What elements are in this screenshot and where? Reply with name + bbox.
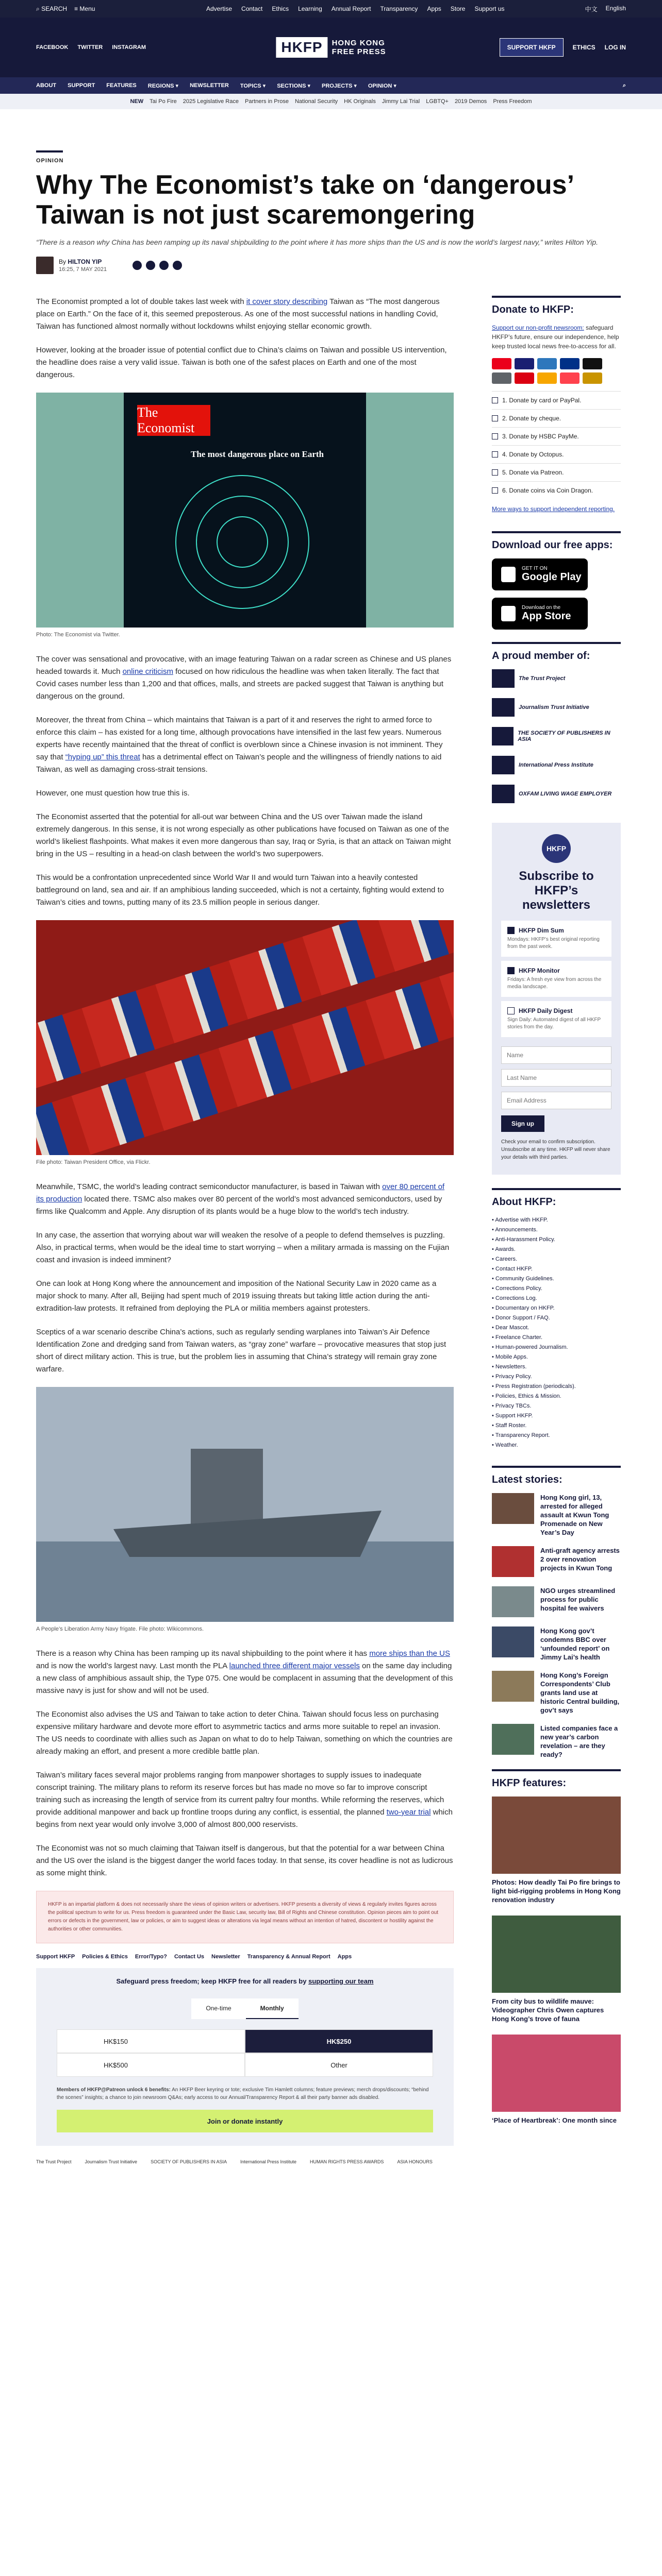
top-link-transparency[interactable]: Transparency	[380, 5, 418, 12]
menu-label: Menu	[79, 5, 95, 12]
proud-heading: A proud member of:	[492, 642, 621, 662]
about-link[interactable]: • Privacy Policy.	[492, 1372, 621, 1382]
newsletter-name: HKFP Daily Digest	[519, 1007, 573, 1014]
trending-item[interactable]: Press Freedom	[493, 98, 532, 105]
paragraph	[36, 653, 454, 703]
about-link[interactable]: • Corrections Log.	[492, 1294, 621, 1303]
donate-box-title	[36, 1977, 454, 1985]
frigate-image	[36, 1387, 454, 1622]
nav-opinion[interactable]: OPINION ▾	[368, 82, 396, 89]
hkfp-logo[interactable]	[276, 37, 386, 58]
about-link[interactable]: • Anti-Harassment Policy.	[492, 1235, 621, 1245]
text: Moreover, the threat from China – which maintains that Taiwan is a part of it and reserves the right to armed force to enforce this claim – has existed for a long time, although provocations have intensified in the last few years. Numerous experts have recently maintained that the threat of conflict is overblown since a Chinese invasion is not imminent. They say that	[36, 716, 443, 761]
option-radio	[492, 433, 498, 439]
about-link[interactable]: • Staff Roster.	[492, 1421, 621, 1431]
latest-heading: Latest stories:	[492, 1466, 621, 1486]
login-link[interactable]: LOG IN	[604, 44, 626, 51]
feature-story[interactable]	[492, 2035, 621, 2125]
paragraph: The Economist asserted that the potential for all-out war between China and the US over Taiwan made the island extremely dangerous. In this sense, it is not wrong especially as other publications have focused on Taiwan as one of the world’s likeliest flashpoints. What makes it even more dangerous than say, Iraq or Syria, is that an attack on Taiwan might bring in the US – resulting in a head-on clash between the world’s two superpowers.	[36, 812, 451, 858]
share-twitter-icon[interactable]	[146, 261, 155, 270]
about-heading: About HKFP:	[492, 1188, 621, 1208]
frequency-toggle	[36, 1998, 454, 2019]
taiwan-flags-image	[36, 920, 454, 1155]
support-hkfp-button[interactable]: SUPPORT HKFP	[500, 38, 564, 57]
footer-link[interactable]: Support HKFP	[36, 1954, 75, 1960]
nav-about[interactable]: ABOUT	[36, 82, 57, 89]
author-line	[59, 258, 107, 265]
text: An HKFP Beer keyring or tote; exclusive Tim Hamlett columns; feature previews; merch drops/discounts; “behind the scenes” insights; a chance to join newsroom Q&As; early access to our Annual/Transparency Report & all their party banner ads disabled.	[57, 2087, 429, 2100]
option-label: 1. Donate by card or PayPal.	[502, 397, 582, 404]
amount-option[interactable]: HK$150	[57, 2029, 245, 2053]
trending-item[interactable]: Tai Po Fire	[150, 98, 177, 105]
kicker[interactable]: OPINION	[36, 158, 64, 164]
logo-line-1: HONG KONG	[332, 39, 385, 47]
member-org[interactable]	[492, 698, 621, 717]
about-link[interactable]: • Press Registration (periodicals).	[492, 1382, 621, 1392]
newsletter-name: HKFP Monitor	[519, 967, 560, 974]
latest-story[interactable]	[492, 1493, 621, 1537]
about-link[interactable]: • Corrections Policy.	[492, 1284, 621, 1294]
content-columns	[0, 274, 662, 2164]
story-thumbnail	[492, 1546, 534, 1577]
about-link[interactable]: • Policies, Ethics & Mission.	[492, 1392, 621, 1401]
logo-text	[332, 39, 386, 56]
partner-logo: Journalism Trust Initiative	[85, 2159, 138, 2164]
about-link[interactable]: • Advertise with HKFP.	[492, 1215, 621, 1225]
partner-logo: ASIA HONOURS	[397, 2159, 433, 2164]
option-label: 4. Donate by Octopus.	[502, 451, 564, 458]
visa-icon	[515, 358, 534, 369]
last-name-input[interactable]	[501, 1069, 611, 1087]
about-links	[492, 1215, 621, 1450]
donate-option[interactable]	[492, 427, 621, 445]
article-body	[36, 296, 454, 2164]
option-radio	[492, 415, 498, 421]
about-link[interactable]: • Community Guidelines.	[492, 1274, 621, 1284]
signup-note: Check your email to confirm subscription. Unsubscribe at any time. HKFP will never share your details with third parties.	[501, 1139, 610, 1160]
social-links	[36, 44, 146, 50]
apple-small: Download on the	[522, 605, 561, 611]
about-link[interactable]: • Donor Support / FAQ.	[492, 1313, 621, 1323]
payme-icon	[515, 372, 534, 384]
partner-logo: HUMAN RIGHTS PRESS AWARDS	[310, 2159, 384, 2164]
about-link[interactable]: • Human-powered Journalism.	[492, 1343, 621, 1352]
text: has a detrimental effect on Taiwan’s people and the willingness of friendly nations to aid Taiwan, as well as damaging cross-strait tensions.	[36, 753, 442, 774]
email-input[interactable]	[501, 1092, 611, 1109]
top-link-ethics[interactable]: Ethics	[272, 5, 289, 12]
trending-bar	[0, 94, 662, 109]
twitter-link[interactable]: TWITTER	[77, 44, 103, 50]
latest-story[interactable]	[492, 1671, 621, 1715]
paypal-icon	[560, 358, 580, 369]
google-small: GET IT ON	[522, 566, 548, 571]
mastercard-icon	[492, 358, 511, 369]
trending-item[interactable]: Partners in Prose	[244, 98, 289, 105]
top-link-contact[interactable]: Contact	[241, 5, 263, 12]
nav-newsletter[interactable]: NEWSLETTER	[190, 82, 229, 89]
org-name: International Press Institute	[519, 762, 593, 768]
top-link-annual-report[interactable]: Annual Report	[331, 5, 371, 12]
masthead	[0, 18, 662, 77]
google-play-button[interactable]	[492, 558, 588, 590]
text: Meanwhile, TSMC, the world’s leading contract semiconductor manufacturer, is based in Taiwan with	[36, 1182, 383, 1191]
google-big: Google Play	[522, 571, 582, 583]
about-link[interactable]: • Careers.	[492, 1255, 621, 1264]
cover-headline: The most dangerous place on Earth	[191, 449, 324, 459]
article-footer-links	[36, 1954, 454, 1960]
economist-logo: The Economist	[137, 405, 210, 436]
text: Safeguard press freedom; keep HKFP free for all readers by	[116, 1977, 309, 1985]
share-email-icon[interactable]	[173, 261, 182, 270]
cover-art	[124, 393, 366, 628]
latest-story[interactable]	[492, 1546, 621, 1577]
newsletter-desc: Mondays: HKFP’s best original reporting from the past week.	[507, 937, 600, 950]
org-logo	[492, 785, 515, 803]
apps-heading: Download our free apps:	[492, 531, 621, 551]
donate-option[interactable]	[492, 409, 621, 427]
story-thumbnail	[492, 1724, 534, 1755]
donate-option[interactable]	[492, 391, 621, 409]
ship-tower	[191, 1449, 263, 1526]
economist-cover-image	[36, 393, 454, 628]
option-label: 6. Donate coins via Coin Dragon.	[502, 487, 593, 494]
inline-link[interactable]: “hyping up” this threat	[65, 753, 140, 761]
option-radio	[492, 487, 498, 494]
newsletter-option[interactable]	[501, 921, 611, 957]
share-facebook-icon[interactable]	[133, 261, 142, 270]
donate-intro	[492, 323, 621, 351]
by-prefix: By	[59, 258, 67, 265]
photo-caption: File photo: Taiwan President Office, via Flickr.	[36, 1159, 151, 1165]
paragraph	[36, 1181, 454, 1218]
nav-features[interactable]: FEATURES	[106, 82, 137, 89]
paragraph: The Economist also advises the US and Taiwan to take action to deter China. Taiwan should focus less on purchasing expensive military hardware and devote more effort to asymmetric tactics and arms more suitable to repel an invasion. The US needs to coordinate with allies such as Japan on what to do to help Taiwan, something on which the countries are already making an effort, and present a more credible battle plan.	[36, 1710, 453, 1756]
nav-projects[interactable]: PROJECTS ▾	[322, 82, 357, 89]
article-header	[0, 109, 662, 274]
trending-item[interactable]: Jimmy Lai Trial	[382, 98, 420, 105]
about-link[interactable]: • Mobile Apps.	[492, 1352, 621, 1362]
story-headline: Hong Kong gov’t condemns BBC over ‘unfounded report’ on Jimmy Lai’s health	[540, 1627, 610, 1661]
member-org[interactable]	[492, 727, 621, 745]
org-logo	[492, 727, 514, 745]
latest-story[interactable]	[492, 1626, 621, 1662]
apple-pay-icon	[583, 358, 602, 369]
partner-logo: International Press Institute	[240, 2159, 297, 2164]
nav-support[interactable]: SUPPORT	[68, 82, 95, 89]
opinion-disclaimer: HKFP is an impartial platform & does not necessarily share the views of opinion writers or advertisers. HKFP presents a diversity of views & regularly invites figures across the political spectrum to write for us. Press freedom is guaranteed under the Basic Law, security law, Bill of Rights and Chinese constitution. Opinion pieces aim to point out errors or defects in the government, law or policies, or aim to suggest ideas or alterations via legal means without an intention of hatred, discontent or hostility against the authorities or other communities.	[36, 1891, 454, 1943]
inline-link[interactable]: more ships than the US	[369, 1649, 450, 1658]
org-logo	[492, 698, 515, 717]
inline-link[interactable]: it cover story describing	[246, 297, 328, 306]
paragraph	[36, 296, 454, 333]
standfirst: “There is a reason why China has been ramping up its naval shipbuilding to the point where it has more ships than the US and is now the world’s largest navy,” writes Hilton Yip.	[36, 238, 598, 246]
story-headline: Listed companies face a new year’s carbon revelation – are they ready?	[540, 1724, 618, 1758]
org-name: THE SOCIETY OF PUBLISHERS IN ASIA	[518, 730, 610, 742]
feature-image	[492, 1916, 621, 1993]
newsletter-option[interactable]	[501, 1001, 611, 1037]
option-label: 2. Donate by cheque.	[502, 415, 561, 422]
option-label: 3. Donate by HSBC PayMe.	[502, 433, 579, 440]
paragraph: However, one must question how true this is.	[36, 789, 190, 798]
feature-headline: ‘Place of Heartbreak’: One month since	[492, 2116, 617, 2124]
about-link[interactable]: • Documentary on HKFP.	[492, 1303, 621, 1313]
logo-box: HKFP	[276, 37, 327, 58]
text: and is now the world’s largest navy. Last month the PLA	[36, 1662, 229, 1670]
search-icon[interactable]: ⌕	[622, 82, 626, 89]
text: Taiwan as “The most dangerous place on Earth.” On the face of it, this seemed preposterous. As one of the most successful nations in handling Covid, Taiwan has functioned almost normally without lockdowns whilst enjoying stellar economic growth.	[36, 297, 440, 331]
lang-chinese[interactable]: 中文	[585, 5, 598, 13]
about-link[interactable]: • Privacy TBCs.	[492, 1401, 621, 1411]
feature-image	[492, 2035, 621, 2112]
share-whatsapp-icon[interactable]	[159, 261, 169, 270]
freq-one-time[interactable]: One-time	[191, 1998, 245, 2019]
octopus-icon	[537, 372, 557, 384]
partner-logos	[36, 2159, 454, 2164]
main-nav	[0, 77, 662, 94]
story-thumbnail	[492, 1586, 534, 1617]
option-label: 5. Donate via Patreon.	[502, 469, 564, 476]
org-logo	[492, 669, 515, 688]
paragraph: One can look at Hong Kong where the announcement and imposition of the National Security Law in 2020 came as a major shock to many. After all, Beijing had spent much of 2019 issuing threats but taking little action during the anti-extradition-law protests. It refrained from deploying the PLA or militia members against protesters.	[36, 1279, 437, 1313]
newsletter-desc: Fridays: A fresh eye view from across the media landscape.	[507, 977, 602, 990]
trending-item[interactable]: HK Originals	[344, 98, 376, 105]
org-name: OXFAM LIVING WAGE EMPLOYER	[519, 791, 612, 797]
radar-ring	[217, 516, 268, 568]
features-heading: HKFP features:	[492, 1769, 621, 1789]
first-name-input[interactable]	[501, 1046, 611, 1064]
member-org[interactable]	[492, 785, 621, 803]
photo-flags	[36, 920, 454, 1165]
lang-english[interactable]: English	[605, 4, 626, 12]
freq-monthly[interactable]: Monthly	[246, 1998, 299, 2019]
footer-link[interactable]: Policies & Ethics	[82, 1954, 128, 1960]
inline-link[interactable]: launched three different major vessels	[229, 1662, 360, 1670]
partner-logo: The Trust Project	[36, 2159, 72, 2164]
feature-story[interactable]	[492, 1797, 621, 1904]
org-name: Journalism Trust Initiative	[519, 704, 589, 710]
byline	[36, 257, 626, 274]
story-headline: NGO urges streamlined process for public hospital fee waivers	[540, 1587, 616, 1612]
nav-sections[interactable]: SECTIONS ▾	[277, 82, 310, 89]
trending-new-label: NEW	[130, 98, 144, 105]
donate-option[interactable]	[492, 463, 621, 481]
about-link[interactable]: • Support HKFP.	[492, 1411, 621, 1421]
org-name: The Trust Project	[519, 675, 566, 682]
membership-logos	[492, 669, 621, 803]
story-thumbnail	[492, 1626, 534, 1657]
kicker-rule	[36, 150, 63, 152]
google-play-icon	[501, 567, 516, 582]
text: The cover was sensational and provocative, with an image featuring Taiwan on a radar screen as Chinese and US planes headed towards it. Much	[36, 655, 452, 676]
checkbox[interactable]	[507, 1007, 515, 1014]
text: The Economist prompted a lot of double takes last week with	[36, 297, 246, 306]
about-link[interactable]: • Announcements.	[492, 1225, 621, 1235]
partner-logo: SOCIETY OF PUBLISHERS IN ASIA	[151, 2159, 227, 2164]
text: on the same day including a new class of amphibious assault ship, the Type 075. One would be complacent in assuming that the development of this massive navy is just for show and will not be used.	[36, 1662, 453, 1695]
paragraph: However, looking at the broader issue of potential conflict due to China’s claims on Taiwan and possible US intervention, the headline does raise a very valid issue. Taiwan is both one of the safest places on Earth and one of the most dangerous.	[36, 346, 447, 379]
donate-option[interactable]	[492, 445, 621, 463]
option-radio	[492, 451, 498, 457]
photo-economist-cover	[36, 393, 454, 638]
feature-image	[492, 1797, 621, 1874]
amount-option[interactable]: HK$500	[57, 2053, 245, 2077]
share-buttons	[133, 261, 182, 270]
donate-option[interactable]	[492, 481, 621, 499]
text: focused on how ridiculous the headline was when taken literally. The fact that Covid cases number less than 1,200 and that offices, malls, and streets are packed suggest that Taiwan is anything but dangerous on the ground.	[36, 667, 443, 701]
trending-item[interactable]: LGBTQ+	[426, 98, 449, 105]
option-radio	[492, 397, 498, 403]
footer-link[interactable]: Contact Us	[174, 1954, 205, 1960]
text: located there. TSMC also makes over 80 percent of the world’s most advanced semiconductors, used by firms like Qualcomm and Apple. Any disruption of its plants would be a huge blow to the world’s tech industry.	[36, 1195, 442, 1216]
author-avatar	[36, 257, 54, 274]
nav-topics[interactable]: TOPICS ▾	[240, 82, 266, 89]
publish-date: 16:25, 7 MAY 2021	[59, 266, 107, 273]
story-headline: Hong Kong girl, 13, arrested for alleged assault at Kwun Tong Promenade on New Year’s Day	[540, 1494, 609, 1536]
top-link-store[interactable]: Store	[450, 5, 466, 12]
top-link-advertise[interactable]: Advertise	[206, 5, 233, 12]
newsletter-name: HKFP Dim Sum	[519, 927, 564, 934]
trending-item[interactable]: 2019 Demos	[454, 98, 487, 105]
footer-link[interactable]: Transparency & Annual Report	[247, 1954, 330, 1960]
nonprofit-link[interactable]: Support our non-profit newsroom:	[492, 324, 584, 331]
inline-link[interactable]: online criticism	[122, 667, 173, 676]
trending-item[interactable]: 2025 Legislative Race	[183, 98, 239, 105]
footer-link[interactable]: Newsletter	[211, 1954, 240, 1960]
paragraph: Sceptics of a war scenario describe China’s actions, such as regularly sending warplanes into Taiwan’s Air Defence Identification Zone and dredging sand from Taiwan waters, as “gray zone” warfare – provocative measures that stop just short of direct military action. This is true, but the problem lies in assuming that China’s strategy will remain gray zone warfare.	[36, 1328, 446, 1374]
newsletter-desc: Sign Daily: Automated digest of all HKFP stories from the day.	[507, 1017, 601, 1030]
payment-methods	[492, 358, 621, 384]
footer-link[interactable]: Apps	[337, 1954, 352, 1960]
trending-item[interactable]: National Security	[294, 98, 338, 105]
member-org[interactable]	[492, 669, 621, 688]
top-links	[206, 5, 505, 12]
nav-regions[interactable]: REGIONS ▾	[147, 82, 179, 89]
latest-story[interactable]	[492, 1724, 621, 1759]
join-donate-button[interactable]: Join or donate instantly	[57, 2110, 433, 2132]
feature-headline: Photos: How deadly Tai Po fire brings to light bid-rigging problems in Hong Kong renovation industry	[492, 1878, 621, 1904]
about-link[interactable]: • Dear Mascot.	[492, 1323, 621, 1333]
google-pay-icon	[492, 372, 511, 384]
newsletter-title: Subscribe to HKFP’s newsletters	[519, 869, 594, 912]
inline-link[interactable]: two-year trial	[386, 1808, 431, 1817]
amount-options	[57, 2029, 433, 2077]
donate-box	[36, 1968, 454, 2146]
paragraph	[36, 1769, 454, 1831]
story-thumbnail	[492, 1493, 534, 1524]
photo-caption: Photo: The Economist via Twitter.	[36, 632, 120, 638]
newsletter-option[interactable]	[501, 961, 611, 997]
footer-link[interactable]: Error/Typo?	[135, 1954, 167, 1960]
text: Taiwan’s military faces several major problems ranging from manpower shortages to supply issues to inadequate conscript training. The military plans to reform its reserve forces but has made no move so far to improve conscript training such as increasing the length of service from its current paltry four months. While reforming the reserves, which provide additional manpower and back up frontline troops during any conflict, is essential, the planned	[36, 1771, 444, 1817]
about-link[interactable]: • Newsletters.	[492, 1362, 621, 1372]
photo-caption: A People’s Liberation Army Navy frigate. File photo: Wikicommons.	[36, 1626, 204, 1632]
checkbox-checked[interactable]	[507, 967, 515, 974]
members-heading: Members of HKFP@Patreon unlock 6 benefits:	[57, 2087, 171, 2093]
top-link-learning[interactable]: Learning	[298, 5, 322, 12]
about-link[interactable]: • Transparency Report.	[492, 1431, 621, 1440]
about-link[interactable]: • Freelance Charter.	[492, 1333, 621, 1343]
about-link[interactable]: • Contact HKFP.	[492, 1264, 621, 1274]
more-ways-link[interactable]: More ways to support independent reporting.	[492, 505, 615, 513]
org-logo	[492, 756, 515, 774]
signup-button[interactable]: Sign up	[501, 1115, 544, 1132]
about-link[interactable]: • Weather.	[492, 1440, 621, 1450]
hkfp-badge: HKFP	[542, 834, 571, 863]
text: safeguard HKFP’s future, ensure our independence, help keep trusted local news free-to-access for all.	[492, 324, 619, 350]
story-headline: Hong Kong’s Foreign Correspondents’ Club grants land use at historic Central building, gov’t says	[540, 1671, 620, 1714]
inline-link[interactable]: over 80 percent of its production	[36, 1182, 445, 1204]
logo-line-2: FREE PRESS	[332, 47, 386, 56]
photo-frigate	[36, 1387, 454, 1632]
patreon-icon	[560, 372, 580, 384]
latest-story[interactable]	[492, 1586, 621, 1617]
sidebar	[492, 296, 621, 2164]
story-headline: Anti-graft agency arrests 2 over renovation projects in Kwun Tong	[540, 1547, 620, 1572]
feature-headline: From city bus to wildlife mauve: Videographer Chris Owen captures Hong Kong’s trove of fauna	[492, 1997, 604, 2023]
members-benefits	[57, 2086, 433, 2102]
paragraph	[36, 1648, 454, 1697]
amount-option-selected[interactable]: HK$250	[245, 2029, 433, 2053]
paragraph: The Economist was not so much claiming that Taiwan itself is dangerous, but that the potential for a war between China and the US over the island is the biggest danger the world faces today. In that sense, its cover headline is not as ludicrous as some might think.	[36, 1844, 453, 1877]
instagram-link[interactable]: INSTAGRAM	[112, 44, 146, 50]
member-org[interactable]	[492, 756, 621, 774]
checkbox-checked[interactable]	[507, 927, 515, 934]
coin-icon	[583, 372, 602, 384]
facebook-link[interactable]: FACEBOOK	[36, 44, 69, 50]
search-label: SEARCH	[41, 5, 68, 12]
support-team-link[interactable]: supporting our team	[308, 1977, 374, 1985]
apple-big: App Store	[522, 611, 571, 622]
search-link[interactable]: ⌕ SEARCH	[36, 5, 68, 12]
newsletter-signup	[492, 823, 621, 1175]
paragraph: This would be a confrontation unprecedented since World War II and would turn Taiwan into a heavily contested battleground on land, sea and air. If an amphibious landing succeeded, which is not a certainty, fighting would extend to Taiwan’s cities and towns, putting many of its 23.5 million people in serious danger.	[36, 873, 444, 907]
ethics-link[interactable]: ETHICS	[572, 44, 595, 51]
option-radio	[492, 469, 498, 476]
apple-icon	[501, 606, 516, 621]
paragraph: In any case, the assertion that worrying about war will weaken the resolve of a people to defend themselves is puzzling. Also, in practical terms, when would be the ideal time to start worrying – when a military armada is massing on the Fujian coast and invasion is indeed imminent?	[36, 1231, 450, 1264]
app-store-button[interactable]	[492, 598, 588, 630]
top-bar	[0, 0, 662, 18]
donate-heading: Donate to HKFP:	[492, 296, 621, 316]
about-link[interactable]: • Awards.	[492, 1245, 621, 1255]
text: which begins from next year would only involve 3,000 of almost 800,000 reservists.	[36, 1808, 453, 1829]
top-link-support[interactable]: Support us	[474, 5, 505, 12]
amount-option-other[interactable]: Other	[245, 2053, 433, 2077]
paragraph	[36, 714, 454, 776]
amex-icon	[537, 358, 557, 369]
story-thumbnail	[492, 1671, 534, 1702]
text: There is a reason why China has been ramping up its naval shipbuilding to the point where it has	[36, 1649, 370, 1658]
feature-story[interactable]	[492, 1916, 621, 2023]
author-link[interactable]: HILTON YIP	[68, 258, 102, 265]
article-title: Why The Economist’s take on ‘dangerous’ Taiwan is not just scaremongering	[36, 170, 573, 230]
menu-link[interactable]: ≡ Menu	[74, 5, 95, 12]
top-link-apps[interactable]: Apps	[427, 5, 441, 12]
